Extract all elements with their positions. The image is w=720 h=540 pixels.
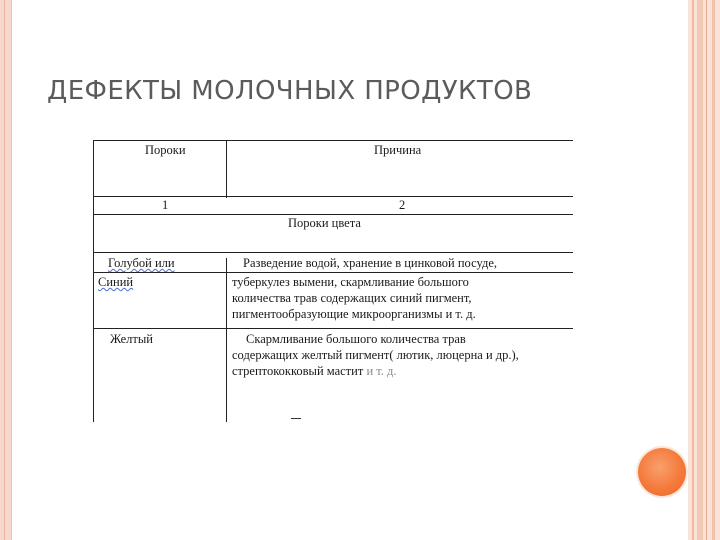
section-color-defects: Пороки цвета xyxy=(288,216,361,230)
row-synij-cause-line-1: туберкулез вымени, скармливание большого xyxy=(232,275,469,289)
row-yellow-cause-line-3b: и т. д. xyxy=(363,364,397,378)
table-rule xyxy=(93,272,573,273)
row-yellow-cause-line-3a: стрептококковый мастит xyxy=(232,364,364,378)
header-defects: Пороки xyxy=(145,143,186,157)
row-blue-label: Голубой или xyxy=(108,256,175,270)
table-rule xyxy=(93,140,573,141)
row-synij-cause-line-2: количества трав содержащих синий пигмент, xyxy=(232,291,472,305)
table-rule xyxy=(93,328,573,329)
scan-mark xyxy=(291,418,301,419)
column-number-1: 1 xyxy=(162,198,169,212)
decorative-orange-circle xyxy=(638,448,686,496)
row-blue-cause: Разведение водой, хранение в цинковой посуде, xyxy=(243,256,497,270)
table-rule xyxy=(93,252,573,253)
row-synij-label: Синий xyxy=(98,275,134,289)
defects-table-image xyxy=(92,138,574,424)
row-yellow-cause-line-2: содержащих желтый пигмент( лютик, люцерна и др.), xyxy=(232,348,519,362)
row-yellow-defect: Желтый xyxy=(110,332,153,346)
table-border-left xyxy=(93,140,94,422)
row-synij-cause-line-3: пигментообразующие микроорганизмы и т. д. xyxy=(232,307,476,321)
table-divider-bottom xyxy=(226,258,227,422)
row-synij-defect xyxy=(98,274,133,291)
right-decorative-border xyxy=(688,0,720,540)
row-yellow-cause-line-1: Скармливание большого количества трав xyxy=(246,332,466,346)
left-decorative-border xyxy=(0,0,12,540)
table-divider-top xyxy=(226,140,227,198)
slide-title: ДЕФЕКТЫ МОЛОЧНЫХ ПРОДУКТОВ xyxy=(47,76,533,106)
row-blue-defect xyxy=(108,255,175,272)
column-number-2: 2 xyxy=(399,198,406,212)
row-yellow-cause-line-3 xyxy=(232,363,397,380)
header-cause: Причина xyxy=(374,143,422,157)
